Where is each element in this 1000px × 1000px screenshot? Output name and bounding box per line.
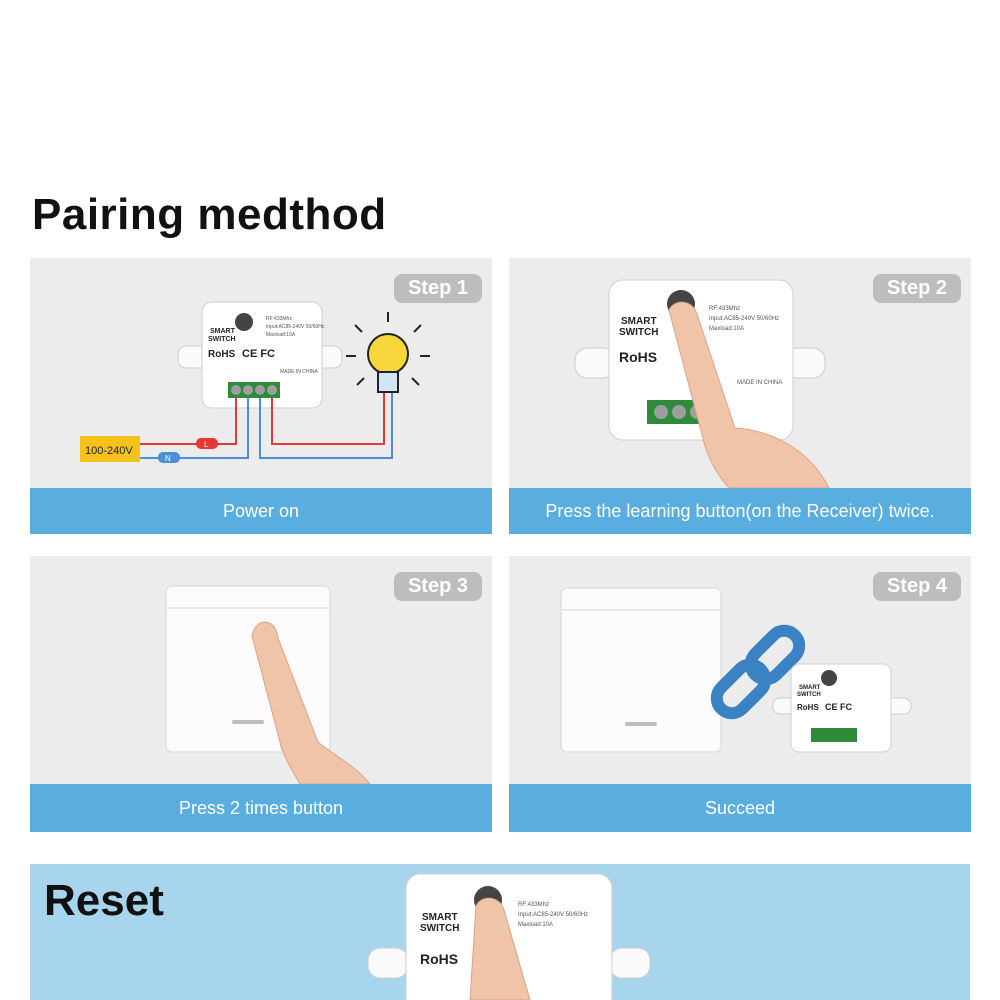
step-2-panel: [509, 258, 971, 534]
spec-input: Input:AC85-240V 50/60Hz: [709, 316, 780, 322]
step-badge: Step 2: [873, 274, 961, 303]
device-name-1: SMART: [210, 328, 235, 335]
device-name-2: SWITCH: [619, 327, 659, 338]
step-caption: Succeed: [509, 784, 971, 832]
made-in: MADE IN CHINA: [737, 380, 783, 386]
reset-title: Reset: [44, 876, 164, 925]
spec-load: Maxload:10A: [518, 922, 554, 928]
spec-rf: RF:433Mhz: [266, 316, 292, 322]
device-name-1: SMART: [621, 316, 657, 327]
page-title: Pairing medthod: [32, 190, 387, 239]
spec-rf: RF:433Mhz: [518, 902, 550, 908]
spec-load: Maxload:10A: [709, 326, 745, 332]
step-caption: Press 2 times button: [30, 784, 492, 832]
step-1-panel: [30, 258, 492, 534]
rohs-mark: RoHS: [208, 349, 236, 360]
neutral-label: N: [165, 454, 171, 463]
step-caption: Power on: [30, 488, 492, 534]
step-caption: Press the learning button(on the Receiver) twice.: [509, 488, 971, 534]
made-in: MADE IN CHINA: [280, 369, 318, 375]
rohs-mark: RoHS: [797, 703, 819, 712]
learning-button-icon: [821, 670, 837, 686]
switch-indicator: [625, 722, 657, 726]
light-bulb-icon: [346, 312, 430, 392]
voltage-label: 100-240V: [85, 445, 133, 457]
step-badge: Step 1: [394, 274, 482, 303]
device-name-1: SMART: [799, 685, 821, 691]
rohs-mark: RoHS: [619, 349, 658, 365]
step-4-panel: [509, 556, 971, 832]
step-3-panel: [30, 556, 492, 832]
spec-input: Input:AC85-240V 50/60Hz: [266, 324, 325, 330]
wall-switch: [561, 588, 721, 752]
cert-mark: CE FC: [242, 348, 275, 360]
reset-illustration: [30, 864, 970, 1000]
spec-input: Input:AC85-240V 50/60Hz: [518, 912, 589, 918]
step-badge: Step 3: [394, 572, 482, 601]
device-name-1: SMART: [422, 912, 458, 923]
device-name-2: SWITCH: [420, 923, 460, 934]
step-badge: Step 4: [873, 572, 961, 601]
spec-load: Maxload:10A: [266, 332, 296, 338]
reset-panel: [30, 864, 970, 1000]
device-name-2: SWITCH: [797, 692, 821, 698]
live-label: L: [204, 440, 209, 449]
switch-indicator: [232, 720, 264, 724]
learning-button-icon: [235, 313, 253, 331]
cert-mark: CE FC: [825, 702, 852, 712]
rohs-mark: RoHS: [420, 951, 459, 967]
device-name-2: SWITCH: [208, 336, 236, 343]
spec-rf: RF:433Mhz: [709, 306, 741, 312]
terminal-block: [811, 728, 857, 742]
